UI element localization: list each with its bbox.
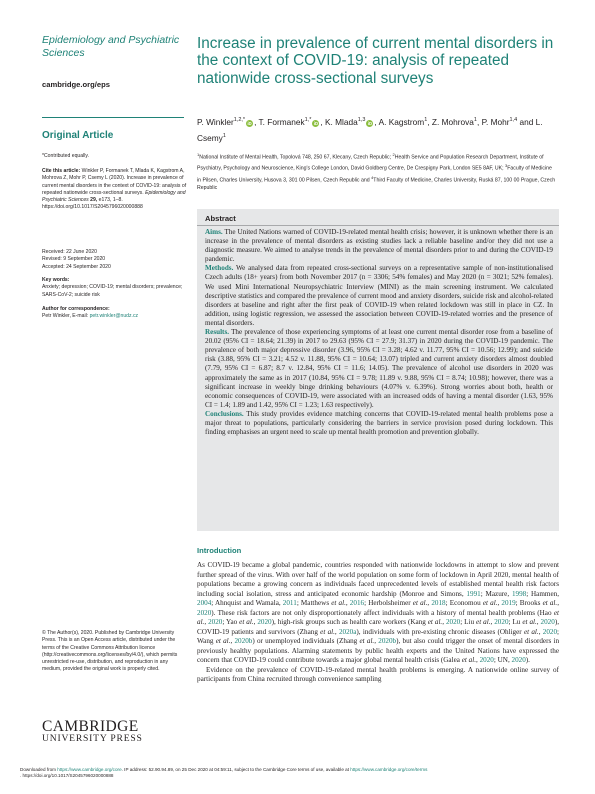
license-block xyxy=(42,630,187,674)
author-affiliation-sup: 1,2,* xyxy=(233,117,246,123)
intro-text-run: , xyxy=(442,618,446,626)
abstract-body xyxy=(205,228,553,437)
intro-text-run: ), individuals with pre-existing chronic diseases (Ohliger xyxy=(356,627,524,636)
intro-text-run: ; Mazure, xyxy=(480,589,512,598)
intro-text-run: , xyxy=(497,599,502,607)
affiliation-sup: 2 xyxy=(392,152,395,157)
intro-text-run: et al. xyxy=(359,637,375,645)
author-name: Z. Mohrova xyxy=(431,116,474,127)
intro-text-run: ; Lu xyxy=(508,618,523,626)
dates-block xyxy=(42,249,187,271)
methods-label: Methods. xyxy=(205,264,234,273)
cambridge-logo xyxy=(42,719,162,744)
intro-text-run: et al. xyxy=(427,618,443,626)
citation-link[interactable]: 2004 xyxy=(197,599,212,607)
affiliation-sup: 3 xyxy=(504,163,508,169)
affiliation-text: Health Service and Population Research Department, Institute of Psychiatry, Psychology and Neuroscience, King's College London, David Goldberg Centre, De Crespigny Park, London SE5 8AF, UK; xyxy=(197,154,544,173)
affiliations xyxy=(197,151,557,193)
citation-link[interactable]: 2020 xyxy=(511,656,526,664)
footer-terms-link[interactable]: https://www.cambridge.org/core/terms xyxy=(350,767,428,772)
footer-text-1: Downloaded from xyxy=(20,767,58,772)
intro-text-run: et al. xyxy=(331,599,346,607)
intro-text-run: , xyxy=(427,599,432,607)
intro-text-run: ). These risk factors are not only disproportionately affect individuals with a history of mental health problems (Hao xyxy=(211,608,554,617)
intro-text-run: , xyxy=(476,656,480,664)
affiliation-text: Third Faculty of Medicine, Charles University, Ruská 87, 100 00 Prague, Czech Republic xyxy=(197,177,556,192)
citation-link[interactable]: 2016 xyxy=(349,599,365,607)
conclusions-label: Conclusions. xyxy=(205,409,244,418)
intro-text-run: ; Brooks xyxy=(515,599,543,607)
intro-text-run: , xyxy=(204,618,209,626)
abstract-heading: Abstract xyxy=(205,214,236,223)
orcid-icon[interactable]: iD xyxy=(247,120,252,126)
author-name: K. Mlada xyxy=(325,116,358,127)
intro-text-run: , xyxy=(230,637,235,645)
correspondence-name: Petr Winkler, E-mail: xyxy=(42,313,89,320)
introduction-heading: Introduction xyxy=(197,546,242,555)
intro-text-run: , xyxy=(334,627,339,636)
license-url-link[interactable]: http://creativecommons.org/licenses/by/4.0/ xyxy=(43,651,142,658)
introduction-body xyxy=(197,561,559,685)
author-affiliation-sup: 1 xyxy=(473,117,477,123)
intro-text-run: ), COVID-19 patients and survivors (Zhang xyxy=(197,618,559,636)
author-name: T. Formanek xyxy=(258,116,305,127)
aims-text: The United Nations warned of COVID-19-related mental health crisis; however, it is unknown whether there is an increase in the prevalence of mental disorders as existing studies lack a reliable baseline and/or they did not use a diagnostic measure. We aimed to analyse trends in the prevalence of mental disorders prior to and during the COVID-19 pandemic. xyxy=(205,228,553,264)
intro-text-run: et al. xyxy=(215,637,231,645)
intro-text-run: , xyxy=(490,618,495,626)
abstract-aims xyxy=(205,228,553,264)
received-date: Received: 22 June 2020 xyxy=(42,249,97,255)
author-name: P. Mohr xyxy=(481,116,510,127)
correspondence-label: Author for correspondence: xyxy=(42,306,110,312)
intro-text-run: ; Yao xyxy=(222,618,240,626)
intro-text-run: et al. xyxy=(476,618,491,626)
article-type: Original Article xyxy=(42,130,114,141)
abstract-results xyxy=(205,328,553,410)
license-text-1: © The Author(s), 2020. Published by Cambridge University Press. This is an Open Access article, distributed under the terms of the Creative Commons Attribution licence ( xyxy=(42,630,176,658)
citation-link[interactable]: 2020 xyxy=(542,627,558,636)
results-label: Results. xyxy=(205,328,230,337)
citation-link[interactable]: 2019 xyxy=(501,599,516,607)
correspondence-block xyxy=(42,306,187,321)
intro-text-run: ; Hammen, xyxy=(526,589,559,598)
download-footer xyxy=(20,767,580,780)
cite-volume: 29, xyxy=(90,197,98,204)
citation-link[interactable]: 2020a xyxy=(338,627,357,636)
logo-subtitle: UNIVERSITY PRESS xyxy=(42,733,143,744)
citation-link[interactable]: 1998 xyxy=(511,589,527,598)
methods-text: We analysed data from repeated cross-sectional surveys on a representative sample of non-institutionalised Czech adults (18+ years) from both November 2017 (n = 3306; 54% females) and May 2020 (n = 3021; 52% females). We used Mini International Neuropsychiatric Interview (MINI) as the main screening instrument. We calculated descriptive statistics and compared the prevalence of current mood and anxiety disorders, suicide risk and alcohol-related disorders at baseline and right after the first peak of COVID-19 when related lockdown was still in place in CZ. In addition, using logistic regression, we assessed the association between COVID-19-related worries and the presence of mental disorders. xyxy=(205,264,553,327)
cite-journal: Epidemiology and Psychiatric Sciences xyxy=(42,189,186,204)
intro-text-run: ; UN, xyxy=(493,656,512,664)
intro-text-run: ; Liu xyxy=(460,618,477,626)
citation-link[interactable]: 1991 xyxy=(466,589,481,598)
intro-text-run: ; Herbolsheimer xyxy=(364,599,413,607)
footer-core-link[interactable]: https://www.cambridge.org/core xyxy=(57,767,122,772)
affiliation-text: Faculty of Medicine in Pilsen, Charles University, Husova 3, 301 00 Pilsen, Czech Republic and xyxy=(197,166,552,184)
intro-text-run: , xyxy=(374,637,379,645)
keywords-label: Key words: xyxy=(42,277,70,283)
left-divider xyxy=(42,117,184,118)
intro-text-run: ; Ahnquist and Wamala, xyxy=(211,599,283,607)
article-title: Increase in prevalence of current mental disorders in the context of COVID-19: analysis of repeated nationwide cross-sectional surveys xyxy=(197,35,554,87)
introduction-paragraph-2: Evidence on the prevalence of COVID-19-related mental health problems is emerging. A nationwide online survey of participants from China recruited through convenience sampling xyxy=(197,665,559,683)
author-affiliation-sup: 1,4 xyxy=(509,117,518,123)
citation-link[interactable]: 2020b xyxy=(378,637,397,645)
abstract-conclusions xyxy=(205,410,553,437)
keywords-block xyxy=(42,277,187,299)
affiliation-sup: 1 xyxy=(197,152,200,157)
revised-date: Revised: 9 September 2020 xyxy=(42,256,106,263)
author-name: L. Csemy xyxy=(197,116,543,143)
logo-title: CAMBRIDGE xyxy=(42,718,139,735)
intro-text-run: et al. xyxy=(320,627,335,636)
author-name: P. Winkler xyxy=(197,116,234,127)
cite-block xyxy=(42,168,187,212)
footer-text-2: . IP address: 52.90.94.89, on 25 Dec 2020 at 04:59:11, subject to the Cambridge Core terms of use, available at xyxy=(121,767,351,772)
introduction-paragraph-1 xyxy=(197,561,559,666)
author-affiliation-sup: 1,* xyxy=(304,117,312,123)
citation-link[interactable]: 2020 xyxy=(445,618,461,626)
intro-text-run: et al. xyxy=(412,599,428,607)
intro-text-run: ; Wang xyxy=(197,627,560,645)
intro-text-run: et al. xyxy=(461,656,476,664)
author-affiliation-sup: 1 xyxy=(222,132,226,139)
citation-link[interactable]: 2020b xyxy=(234,637,253,645)
citation-link[interactable]: 2018 xyxy=(431,599,446,607)
citation-link[interactable]: 2011 xyxy=(282,599,297,607)
conclusions-text: This study provides evidence matching concerns that COVID-19-related mental health problems pose a major threat to populations, particularly considering the barriers in service provision posed during lockdown. This finding emphasises an urgent need to scale up mental health promotion and prevention globally. xyxy=(205,409,553,437)
orcid-icon[interactable]: iD xyxy=(367,120,372,126)
intro-text-run: , xyxy=(536,618,541,626)
cite-label: Cite this article: xyxy=(42,168,81,174)
abstract-divider xyxy=(197,225,559,226)
intro-text-run: As COVID-19 became a global pandemic, countries responded with nationwide lockdowns in attempt to slow and prevent further spread of the virus. With over half of the world population on some form of lockdown in April 2020, mental health of populations became a growing concern as individuals faced unprecedented levels of established mental health risk factors including social isolation, stress and anticipated economic hardship (Monroe and Simons, xyxy=(197,561,559,598)
license-text-2: ), which permits unrestricted re-use, distribution, and reproduction in any medium, provided the original work is properly cited. xyxy=(42,651,178,673)
intro-text-run: et al. xyxy=(522,618,537,626)
footer-doi[interactable]: . https://doi.org/10.1017/S2045796020000888 xyxy=(20,773,114,779)
author-list: P. Winkler$^{1,2,*}$iD , T. Formanek$^{1,*}$iD , K. Mlada$^{1,3}$iD , A. Kagstrom$^1$, Z. Mohrova$^1$, P. Mohr$^{1,4}$ and L. Csemy$^1$ xyxy=(197,116,543,143)
affiliation-text: National Institute of Mental Health, Topolová 748, 250 67, Klecany, Czech Republic; xyxy=(199,154,393,161)
intro-text-run: et al. xyxy=(197,608,559,626)
correspondence-email-link[interactable]: petr.winkler@nudz.cz xyxy=(89,313,139,320)
intro-text-run: et al. xyxy=(523,627,539,636)
intro-text-run: ; Matthews xyxy=(296,599,332,607)
intro-text-run: , xyxy=(345,599,350,607)
aims-label: Aims. xyxy=(205,228,223,236)
intro-text-run: , xyxy=(557,599,559,607)
author-affiliation-sup: 1,3 xyxy=(357,117,366,123)
intro-text-run: ) or unemployed individuals (Zhang xyxy=(252,637,360,645)
intro-text-run: et al. xyxy=(239,618,254,626)
intro-text-run: ), high-risk groups such as health care workers (Kang xyxy=(271,618,428,626)
intro-text-run: ; Economou xyxy=(445,599,483,607)
intro-text-run: ). xyxy=(525,656,530,664)
intro-text-run: ), but also could trigger the onset of mental disorders in previously healthy populations. Alarming statements by public health experts and the United Nations have expressed the concern that COVID-19 could contribute towards a major global mental health crisis (Galea xyxy=(197,637,560,664)
author-affiliation-sup: 1 xyxy=(424,117,428,123)
citation-link[interactable]: 2020 xyxy=(479,656,494,664)
intro-text-run: , xyxy=(253,618,258,626)
author-name: A. Kagstrom xyxy=(378,116,425,127)
intro-text-run: et al. xyxy=(542,599,558,607)
cite-doi[interactable]: e173, 1–8. https://doi.org/10.1017/S2045796020000888 xyxy=(42,197,143,211)
citation-link[interactable]: 2020 xyxy=(540,618,555,626)
abstract-methods xyxy=(205,264,553,328)
intro-text-run: et al. xyxy=(482,599,498,607)
cite-text: Winkler P, Formanek T, Mlada K, Kagstrom A, Mohrova Z, Mohr P, Csemy L (2020). Increase in prevalence of current mental disorders in the context of COVID-19: analysis of repeated nationwide cross-sectional surveys. xyxy=(42,168,187,196)
affiliation-sup: 4 xyxy=(371,174,374,180)
accepted-date: Accepted: 24 September 2020 xyxy=(42,263,111,270)
journal-url-link[interactable]: cambridge.org/eps xyxy=(42,80,110,89)
intro-text-run: , xyxy=(538,627,543,636)
citation-link[interactable]: 2020 xyxy=(197,608,212,617)
journal-name: Epidemiology and Psychiatric Sciences xyxy=(42,34,180,59)
contributed-note: *Contributed equally. xyxy=(42,153,89,159)
citation-link[interactable]: 2020 xyxy=(494,618,509,626)
citation-link[interactable]: 2020 xyxy=(257,618,272,626)
citation-link[interactable]: 2020 xyxy=(208,618,223,626)
keywords-text: Anxiety; depression; COVID-19; mental disorders; prevalence; SARS-CoV-2; suicide risk xyxy=(42,284,183,298)
results-text: The prevalence of those experiencing symptoms of at least one current mental disorder rose from a baseline of 20.02 (95% CI = 18.64; 21.39) in 2017 to 29.63 (95% CI = 27.9; 31.37) in 2020 during the COVID-19 pandemic. The prevalence of both major depressive disorder (3.96, 95% CI = 3.28; 4.62 v. 11.77, 95% CI = 10.56; 12.99); and suicide risk (3.88, 95% CI = 3.21; 4.52 v. 11.88, 95% CI = 10.64; 13.07) tripled and current anxiety disorders almost doubled (7.79, 95% CI = 6.87; 8.7 v. 12.84, 95% CI = 11.6; 14.05). The prevalence of alcohol use disorders in 2020 was approximately the same as in 2017 (10.84, 95% CI = 9.78; 11.89 v. 9.88, 95% CI = 8.74; 10.98); however, there was a significant increase in weekly binge drinking behaviours (4.07% v. 6.39%). Strong worries about both, health or economic consequences of COVID-19, were associated with an increased odds of having a mental disorder (1.63, 95% CI = 1.4; 1.89 and 1.42, 95% CI = 1.23; 1.63 respectively). xyxy=(205,328,554,409)
orcid-icon[interactable]: iD xyxy=(313,120,318,126)
